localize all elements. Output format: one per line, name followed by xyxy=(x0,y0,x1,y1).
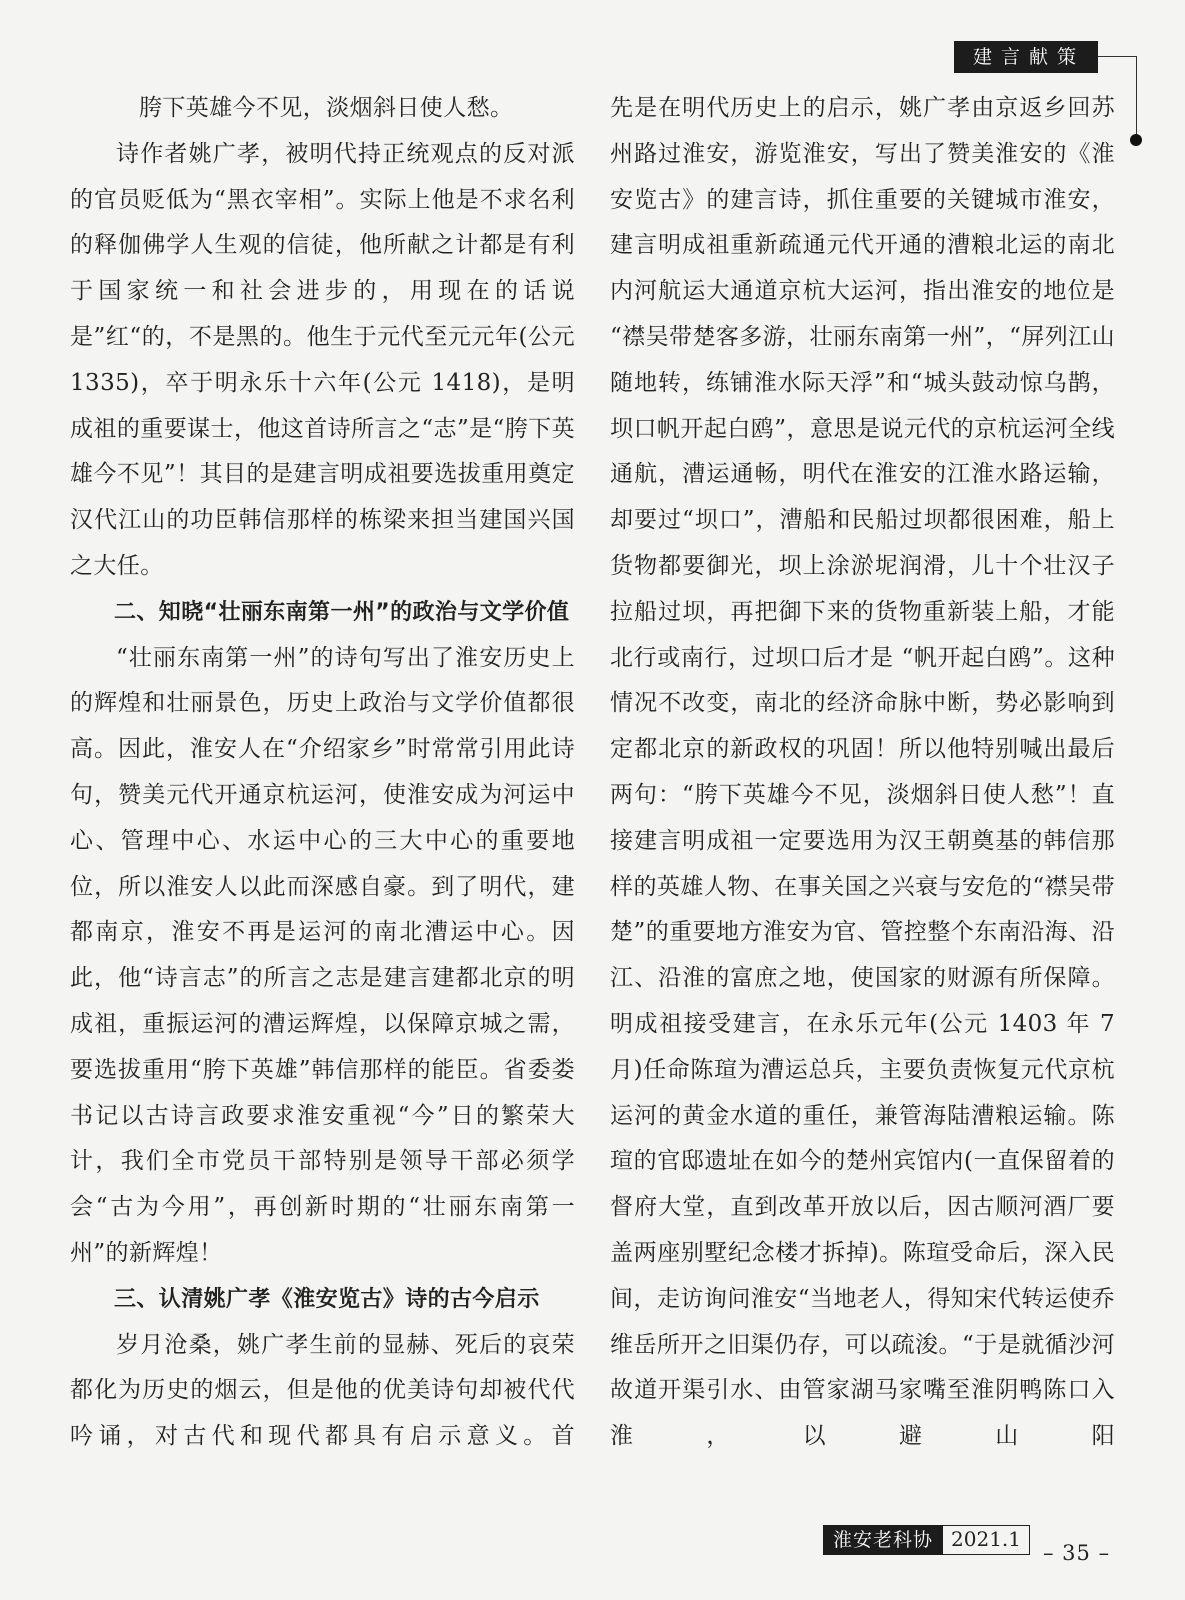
section-tab: 建言献策 xyxy=(954,41,1098,73)
tab-connector-line xyxy=(1098,56,1136,57)
verse-line: 胯下英雄今不见，淡烟斜日使人愁。 xyxy=(139,95,514,121)
page-number: – 35 – xyxy=(1043,1541,1111,1565)
section-heading-2: 二、知晓“壮丽东南第一州”的政治与文学价值 xyxy=(114,599,570,625)
journal-name: 淮安老科协 xyxy=(823,1525,943,1555)
paragraph: 诗作者姚广孝，被明代持正统观点的反对派的官员贬低为“黑衣宰相”。实际上他是不求名利的释伽佛学人生观的信徒，他所献之计都是有利于国家统一和社会进步的，用现在的话说是”红“的，不是黑的。他生于元代至元元年(公元 1335)，卒于明永乐十六年(公元 1418)，是明成祖的重要谋士，他这首诗所言之“志”是“胯下英雄今不见”！其目的是建言明成祖要选拔重用奠定汉代江山的功臣韩信那样的栋梁来担当建国兴国之大任。 xyxy=(70,140,575,579)
paragraph: 先是在明代历史上的启示，姚广孝由京返乡回苏州路过淮安，游览淮安，写出了赞美淮安的《淮安览古》的建言诗，抓住重要的关键城市淮安，建言明成祖重新疏通元代开通的漕粮北运的南北内河航运大通道京杭大运河，指出淮安的地位是 “襟吴带楚客多游，壮丽东南第一州”，“屏列江山随地转，练铺淮水际天浮”和“城头鼓动惊乌鹊，坝口帆开起白鸥”，意思是说元代的京杭运河全线通航，漕运通畅，明代在淮安的江淮水路运输，却要过“坝口”，漕船和民船过坝都很困难，船上货物都要御光，坝上涂淤坭润滑，儿十个壮汉子拉船过坝，再把御下来的货物重新装上船，才能北行或南行，过坝口后才是 “帆开起白鸥”。这种情况不改变，南北的经济命脉中断，势必影响到定都北京的新政权的巩固！所以他特别喊出最后两句：“胯下英雄今不见，淡烟斜日使人愁”！直接建言明成祖一定要选用为汉王朝奠基的韩信那样的英雄人物、在事关国之兴衰与安危的“襟吴带楚”的重要地方淮安为官、管控整个东南沿海、沿江、沿淮的富庶之地，使国家的财源有所保障。明成祖接受建言，在永乐元年(公元 1403 年 7 月)任命陈瑄为漕运总兵，主要负责恢复元代京杭运河的黄金水道的重任，兼管海陆漕粮运输。陈瑄的官邸遗址在如今的楚州宾馆内(一直保留着的督府大堂，直到改革开放以后，因古顺河酒厂要盖两座别墅纪念楼才拆掉)。陈瑄受命后，深入民间，走访询问淮安“当地老人，得知宋代转运使乔维岳所开之旧渠仍存，可以疏浚。“于是就循沙河故道开渠引水、由管家湖马家嘴至淮阴鸭陈口入淮，以避山阳 xyxy=(610,95,1115,1450)
right-column xyxy=(610,86,1115,1460)
tab-vertical-line xyxy=(1136,56,1137,140)
footer-journal-box xyxy=(823,1525,1030,1555)
paragraph: 岁月沧桑，姚广孝生前的显赫、死后的哀荣都化为历史的烟云，但是他的优美诗句却被代代吟诵，对古代和现代都具有启示意义。首 xyxy=(70,1331,575,1450)
section-heading-3: 三、认清姚广孝《淮安览古》诗的古今启示 xyxy=(114,1286,540,1312)
paragraph: “壮丽东南第一州”的诗句写出了淮安历史上的辉煌和壮丽景色，历史上政治与文学价值都很高。因此，淮安人在“介绍家乡”时常常引用此诗句，赞美元代开通京杭运河，使淮安成为河运中心、管理中心、水运中心的三大中心的重要地位，所以淮安人以此而深感自豪。到了明代，建都南京，淮安不再是运河的南北漕运中心。因此，他“诗言志”的所言之志是建言建都北京的明成祖，重振运河的漕运辉煌，以保障京城之需，要选拔重用“胯下英雄”韩信那样的能臣。省委娄书记以古诗言政要求淮安重视“今”日的繁荣大计，我们全市党员干部特别是领导干部必须学会“古为今用”，再创新时期的“壮丽东南第一州”的新辉煌！ xyxy=(70,644,575,1266)
tab-marker-dot xyxy=(1130,134,1142,146)
left-column xyxy=(70,86,575,1460)
issue-number: 2021.1 xyxy=(943,1525,1030,1555)
